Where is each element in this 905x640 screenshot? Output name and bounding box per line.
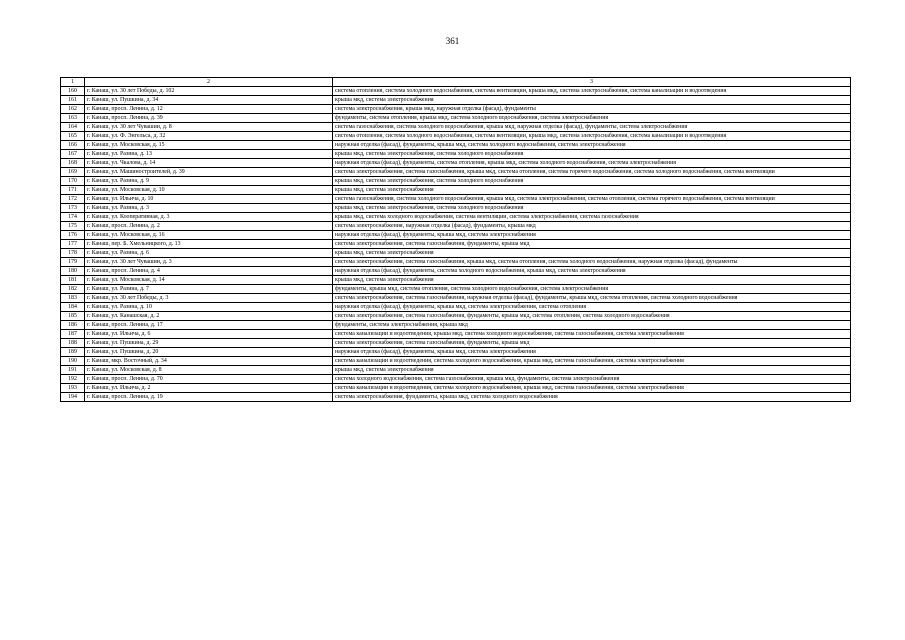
table-row — [61, 393, 851, 402]
table-row — [61, 123, 851, 132]
table-row — [61, 294, 851, 303]
row-address: г. Канаш, ул. 30 лет Чувашии, д. 3 — [85, 258, 333, 267]
row-address: г. Канаш, ул. Ильича, д. 6 — [85, 330, 333, 339]
table-row — [61, 105, 851, 114]
row-systems: наружная отделка (фасад), фундаменты, крыша мкд, система холодного водоснабжения, система электроснабжения — [333, 141, 851, 150]
row-address: г. Канаш, ул. 30 лет Победы, д. 3 — [85, 294, 333, 303]
row-systems: система канализации и водоотведения, крыша мкд, система холодного водоснабжения, система газоснабжения, система электроснабжения — [333, 330, 851, 339]
row-number: 179 — [61, 258, 85, 267]
row-address: г. Канаш, ул. Московская, д. 14 — [85, 276, 333, 285]
row-systems: наружная отделка (фасад), фундаменты, система отопления, крыша мкд, система холодного водоснабжения, система электроснабжения — [333, 159, 851, 168]
row-number: 194 — [61, 393, 85, 402]
table-row — [61, 87, 851, 96]
row-systems: наружная отделка (фасад), фундаменты, система холодного водоснабжения, крыша мкд, система электроснабжения — [333, 267, 851, 276]
row-address: г. Канаш, ул. 30 лет Победы, д. 102 — [85, 87, 333, 96]
row-systems: крыша мкд, система электроснабжения — [333, 276, 851, 285]
table-row — [61, 384, 851, 393]
table-row — [61, 96, 851, 105]
table-row — [61, 357, 851, 366]
row-address: г. Канаш, ул. Пушкина, д. 34 — [85, 96, 333, 105]
row-address: г. Канаш, ул. Кооперативная, д. 3 — [85, 213, 333, 222]
row-systems: система электроснабжения, система газоснабжения, наружная отделка (фасад), фундаменты, крыша мкд, система отопления, система холодного водоснабжения — [333, 294, 851, 303]
row-address: г. Канаш, просп. Ленина, д. 4 — [85, 267, 333, 276]
row-systems: система отопления, система холодного водоснабжения, система вентиляции, крыша мкд, система электроснабжения, система канализации и водоотведения — [333, 87, 851, 96]
row-number: 173 — [61, 204, 85, 213]
row-address: г. Канаш, ул. Разина, д. 9 — [85, 177, 333, 186]
row-number: 191 — [61, 366, 85, 375]
table-row — [61, 186, 851, 195]
row-address: г. Канаш, ул. Московская, д. 16 — [85, 231, 333, 240]
table-row — [61, 366, 851, 375]
housing-repair-table — [60, 77, 851, 402]
row-number: 168 — [61, 159, 85, 168]
table-header-row — [61, 78, 851, 87]
row-systems: система газоснабжения, система холодного водоснабжения, крыша мкд, система электроснабжения, система отопления, система горячего водоснабжения, система вентиляции — [333, 195, 851, 204]
row-address: г. Канаш, пер. Б. Хмельницкого, д. 13 — [85, 240, 333, 249]
row-address: г. Канаш, ул. Ильича, д. 2 — [85, 384, 333, 393]
row-address: г. Канаш, просп. Ленина, д. 70 — [85, 375, 333, 384]
table-row — [61, 258, 851, 267]
row-number: 174 — [61, 213, 85, 222]
table-row — [61, 141, 851, 150]
row-systems: система отопления, система холодного водоснабжения, система вентиляции, крыша мкд, система электроснабжения, система канализации и водоотведения — [333, 132, 851, 141]
row-number: 169 — [61, 168, 85, 177]
row-address: г. Канаш, ул. Чкалова, д. 14 — [85, 159, 333, 168]
row-systems: крыша мкд, система электроснабжения — [333, 249, 851, 258]
row-number: 192 — [61, 375, 85, 384]
row-systems: крыша мкд, система электроснабжения, система холодного водоснабжения — [333, 177, 851, 186]
table-row — [61, 375, 851, 384]
column-header-1: 1 — [61, 78, 85, 87]
table-row — [61, 195, 851, 204]
table-row — [61, 240, 851, 249]
row-number: 163 — [61, 114, 85, 123]
row-systems: система электроснабжения, система газоснабжения, крыша мкд, система отопления, система холодного водоснабжения, наружная отделка (фасад), фундаменты — [333, 258, 851, 267]
row-systems: система электроснабжения, система газоснабжения, фундаменты, крыша мкд, система отопления, система холодного водоснабжения — [333, 312, 851, 321]
row-address: г. Канаш, ул. Пушкина, д. 29 — [85, 339, 333, 348]
row-address: г. Канаш, просп. Ленина, д. 2 — [85, 222, 333, 231]
row-systems: система канализации и водоотведения, система холодного водоснабжения, крыша мкд, система газоснабжения, система электроснабжения — [333, 384, 851, 393]
row-address: г. Канаш, ул. Пушкина, д. 20 — [85, 348, 333, 357]
table-row — [61, 303, 851, 312]
row-systems: система электроснабжения, наружная отделка (фасад), фундаменты, крыша мкд — [333, 222, 851, 231]
row-number: 170 — [61, 177, 85, 186]
row-address: г. Канаш, ул. Ильича, д. 10 — [85, 195, 333, 204]
row-systems: крыша мкд, система электроснабжения — [333, 186, 851, 195]
row-address: г. Канаш, ул. Разина, д. 3 — [85, 204, 333, 213]
row-address: г. Канаш, ул. Ф. Энгельса, д. 32 — [85, 132, 333, 141]
table-row — [61, 222, 851, 231]
row-number: 167 — [61, 150, 85, 159]
row-systems: система электроснабжения, фундаменты, крыша мкд, система холодного водоснабжения — [333, 393, 851, 402]
row-systems: система электроснабжения, система газоснабжения, фундаменты, крыша мкд — [333, 240, 851, 249]
row-address: г. Канаш, просп. Ленина, д. 39 — [85, 114, 333, 123]
column-header-2: 2 — [85, 78, 333, 87]
table-row — [61, 249, 851, 258]
row-number: 181 — [61, 276, 85, 285]
table-row — [61, 114, 851, 123]
row-number: 162 — [61, 105, 85, 114]
row-number: 172 — [61, 195, 85, 204]
table-row — [61, 132, 851, 141]
row-number: 171 — [61, 186, 85, 195]
row-address: г. Канаш, ул. Разина, д. 10 — [85, 303, 333, 312]
row-address: г. Канаш, ул. Московская, д. 8 — [85, 366, 333, 375]
table-row — [61, 321, 851, 330]
row-systems: крыша мкд, система электроснабжения — [333, 96, 851, 105]
row-systems: система электроснабжения, крыша мкд, наружная отделка (фасад), фундаменты — [333, 105, 851, 114]
row-systems: наружная отделка (фасад), фундаменты, крыша мкд, система электроснабжения — [333, 348, 851, 357]
row-number: 190 — [61, 357, 85, 366]
row-number: 183 — [61, 294, 85, 303]
row-number: 178 — [61, 249, 85, 258]
row-number: 184 — [61, 303, 85, 312]
table-row — [61, 339, 851, 348]
row-number: 165 — [61, 132, 85, 141]
row-systems: система электроснабжения, система газоснабжения, фундаменты, крыша мкд — [333, 339, 851, 348]
row-number: 182 — [61, 285, 85, 294]
row-number: 180 — [61, 267, 85, 276]
row-address: г. Канаш, ул. Машиностроителей, д. 39 — [85, 168, 333, 177]
row-address: г. Канаш, просп. Ленина, д. 19 — [85, 393, 333, 402]
table-row — [61, 267, 851, 276]
column-header-3: 3 — [333, 78, 851, 87]
row-systems: крыша мкд, система холодного водоснабжения, система вентиляции, система электроснабжения, система газоснабжения — [333, 213, 851, 222]
table-row — [61, 276, 851, 285]
table-row — [61, 330, 851, 339]
row-address: г. Канаш, ул. Разина, д. 13 — [85, 150, 333, 159]
table-row — [61, 285, 851, 294]
row-number: 164 — [61, 123, 85, 132]
table-row — [61, 150, 851, 159]
row-number: 175 — [61, 222, 85, 231]
row-number: 193 — [61, 384, 85, 393]
row-number: 185 — [61, 312, 85, 321]
row-address: г. Канаш, ул. 30 лет Чувашии, д. 8 — [85, 123, 333, 132]
table-row — [61, 213, 851, 222]
row-systems: крыша мкд, система электроснабжения — [333, 366, 851, 375]
row-systems: наружная отделка (фасад), фундаменты, крыша мкд, система электроснабжения, система отопления — [333, 303, 851, 312]
table-row — [61, 348, 851, 357]
page-number: 361 — [445, 36, 460, 46]
row-systems: крыша мкд, система электроснабжения, система холодного водоснабжения — [333, 150, 851, 159]
row-number: 160 — [61, 87, 85, 96]
row-number: 166 — [61, 141, 85, 150]
row-address: г. Канаш, ул. Московская, д. 15 — [85, 141, 333, 150]
row-number: 161 — [61, 96, 85, 105]
row-systems: фундаменты, система электроснабжения, крыша мкд — [333, 321, 851, 330]
row-systems: система газоснабжения, система холодного водоснабжения, крыша мкд, наружная отделка (фасад), фундаменты, система электроснабжения — [333, 123, 851, 132]
row-address: г. Канаш, ул. Разина, д. 6 — [85, 249, 333, 258]
row-number: 176 — [61, 231, 85, 240]
row-address: г. Канаш, просп. Ленина, д. 12 — [85, 105, 333, 114]
row-address: г. Канаш, ул. Канашская, д. 2 — [85, 312, 333, 321]
table-row — [61, 204, 851, 213]
row-number: 186 — [61, 321, 85, 330]
table-row — [61, 168, 851, 177]
row-number: 188 — [61, 339, 85, 348]
table-row — [61, 231, 851, 240]
row-systems: система электроснабжения, система газоснабжения, крыша мкд, система отопления, система горячего водоснабжения, система холодного водоснабжения, система вентиляции — [333, 168, 851, 177]
row-systems: фундаменты, система отопления, крыша мкд, система холодного водоснабжения, система электроснабжения — [333, 114, 851, 123]
row-number: 187 — [61, 330, 85, 339]
row-address: г. Канаш, ул. Московская, д. 10 — [85, 186, 333, 195]
table-row — [61, 159, 851, 168]
row-systems: система канализации и водоотведения, система холодного водоснабжения, крыша мкд, система газоснабжения, система электроснабжения — [333, 357, 851, 366]
row-number: 177 — [61, 240, 85, 249]
row-systems: фундаменты, крыша мкд, система отопления, система холодного водоснабжения, система электроснабжения — [333, 285, 851, 294]
row-address: г. Канаш, ул. Разина, д. 7 — [85, 285, 333, 294]
table-row — [61, 312, 851, 321]
row-systems: крыша мкд, система электроснабжения, система холодного водоснабжения — [333, 204, 851, 213]
row-address: г. Канаш, мкр. Восточный, д. 34 — [85, 357, 333, 366]
row-address: г. Канаш, просп. Ленина, д. 17 — [85, 321, 333, 330]
row-systems: система холодного водоснабжения, система газоснабжения, крыша мкд, фундаменты, система электроснабжения — [333, 375, 851, 384]
row-systems: наружная отделка (фасад), фундаменты, крыша мкд, система электроснабжения — [333, 231, 851, 240]
table-row — [61, 177, 851, 186]
row-number: 189 — [61, 348, 85, 357]
